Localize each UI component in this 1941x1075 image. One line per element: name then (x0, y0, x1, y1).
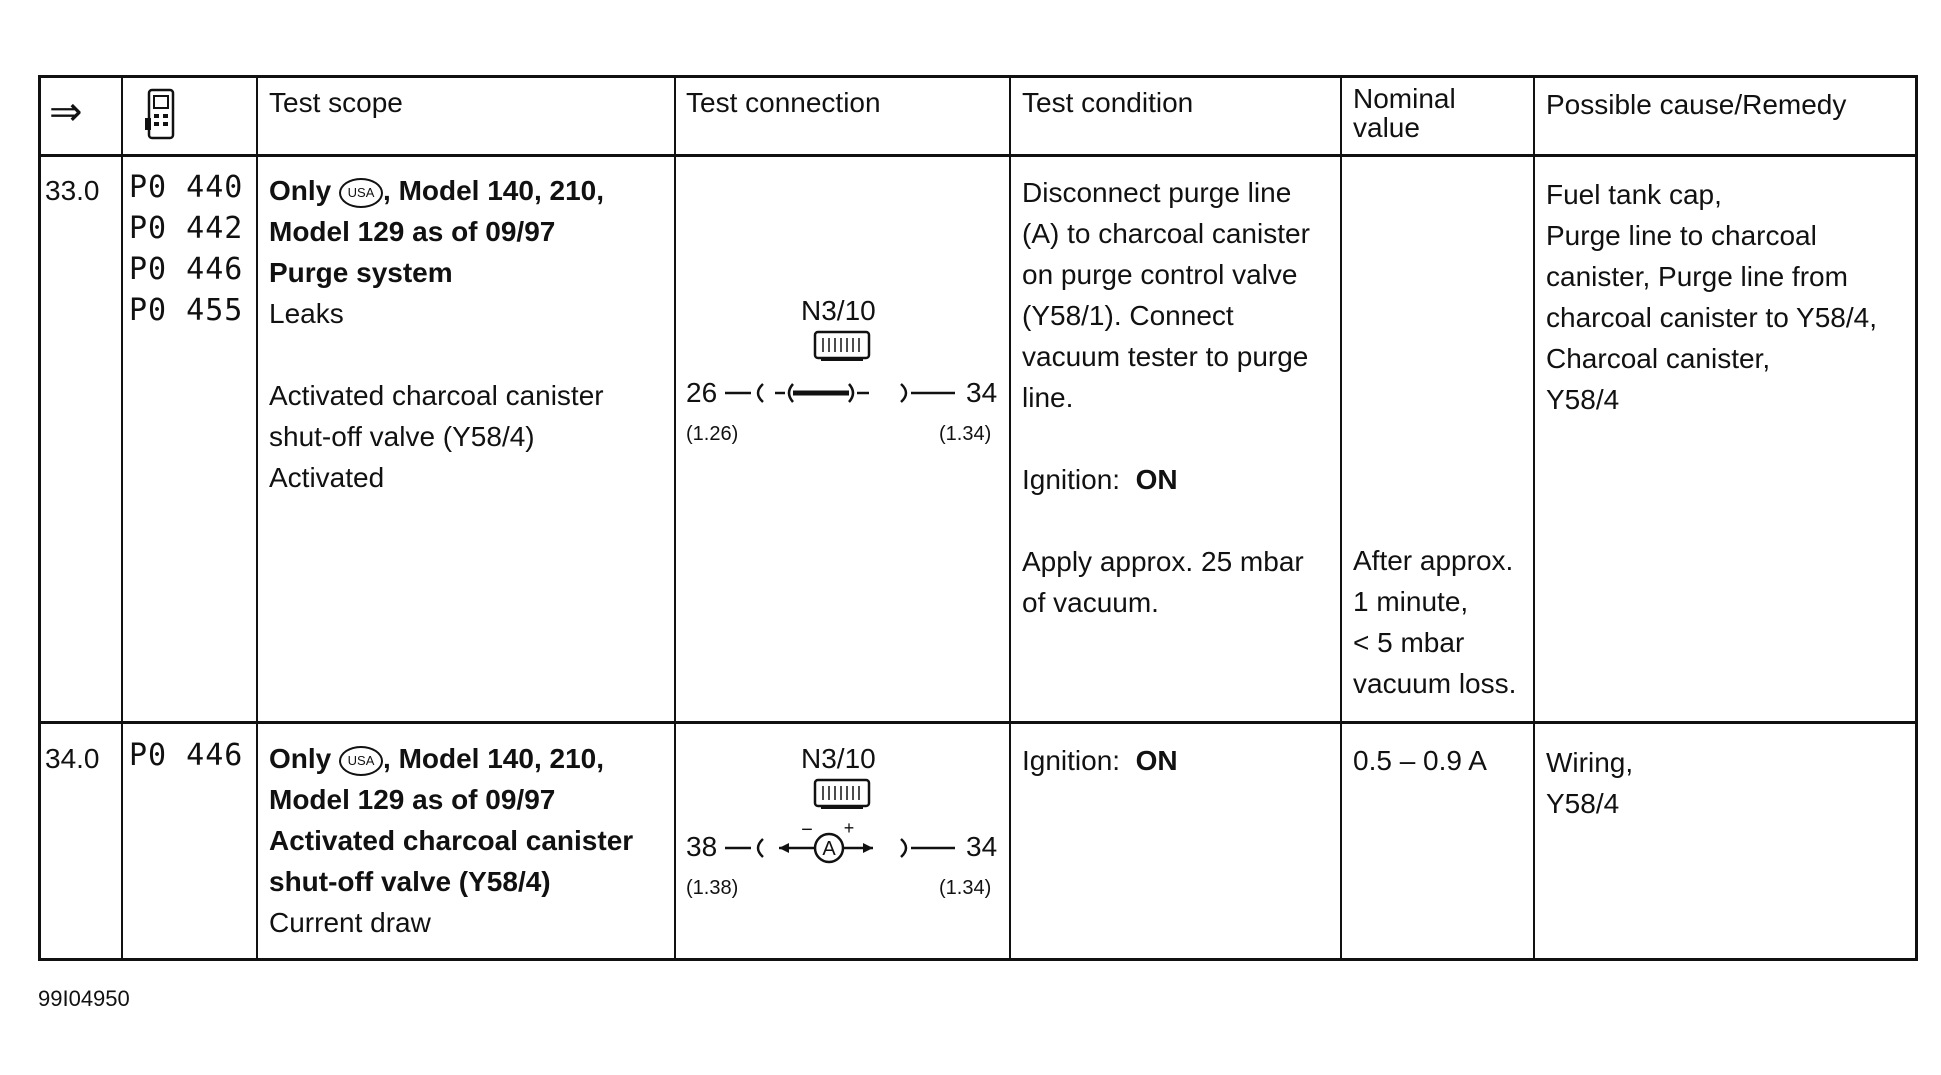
pin-right-sub: (1.34) (939, 423, 992, 445)
test-condition-34: Ignition: ON (1022, 745, 1178, 776)
nominal-value-34: 0.5 – 0.9 A (1353, 745, 1487, 776)
header-nominal-value: Nominal value (1353, 83, 1456, 143)
test-condition-33: Disconnect purge line (A) to charcoal canister on purge control valve (Y58/1). Connect vacuum tester to purge line. Ignition: ON Apply approx. 25 mbar of vacuum. (1022, 177, 1310, 618)
connection-unit: N3/10 (801, 743, 876, 774)
header-test-scope: Test scope (269, 87, 403, 118)
ammeter-plus: + (843, 818, 855, 838)
pin-left-sub: (1.26) (686, 423, 739, 445)
test-scope-34: Only USA , Model 140, 210, Model 129 as of 09/97 Activated charcoal canister shut-off valve (Y58/4) Current draw (269, 743, 634, 938)
diagnostic-tester-icon (143, 88, 179, 151)
pin-right-sub: (1.34) (939, 877, 992, 899)
pin-left: 26 (686, 377, 718, 408)
ammeter-icon (723, 818, 963, 879)
col-divider (256, 78, 258, 958)
connector-icon (813, 778, 871, 823)
header-test-condition: Test condition (1022, 87, 1194, 118)
arrow-icon: ⇒ (49, 90, 83, 134)
ammeter-letter: A (822, 838, 836, 860)
fault-codes: P0 440 P0 442 P0 446 P0 455 (129, 170, 244, 328)
step-number: 33.0 (45, 175, 100, 206)
col-divider (1533, 78, 1535, 958)
header-test-connection: Test connection (686, 87, 881, 118)
usa-badge-icon: USA (339, 746, 383, 776)
document-id: 99I04950 (38, 986, 130, 1011)
col-divider (1340, 78, 1342, 958)
row-divider (41, 154, 1915, 157)
connection-unit: N3/10 (801, 295, 876, 326)
col-divider (674, 78, 676, 958)
col-divider (121, 78, 123, 958)
jumper-wire-icon (723, 378, 963, 419)
possible-cause-34: Wiring, Y58/4 (1546, 747, 1634, 819)
pin-right: 34 (966, 377, 998, 408)
col-divider (1009, 78, 1011, 958)
usa-badge-icon: USA (339, 178, 383, 208)
possible-cause-33: Fuel tank cap, Purge line to charcoal canister, Purge line from charcoal canister to Y58/4, Charcoal canister, Y58/4 (1546, 179, 1878, 415)
header-possible-cause: Possible cause/Remedy (1546, 89, 1847, 120)
nominal-value-33: After approx. 1 minute, < 5 mbar vacuum loss. (1353, 545, 1517, 699)
test-scope-33: Only USA , Model 140, 210, Model 129 as of 09/97 Purge system Leaks Activated charcoal canister shut-off valve (Y58/4) Activated (269, 175, 605, 493)
step-number: 34.0 (45, 743, 100, 774)
diagnostic-test-table (38, 75, 1918, 961)
row-divider (41, 721, 1915, 724)
connector-icon (813, 330, 871, 375)
pin-left: 38 (686, 831, 718, 862)
ammeter-minus: − (801, 819, 813, 841)
pin-left-sub: (1.38) (686, 877, 739, 899)
pin-right: 34 (966, 831, 998, 862)
fault-codes: P0 446 (129, 738, 244, 773)
